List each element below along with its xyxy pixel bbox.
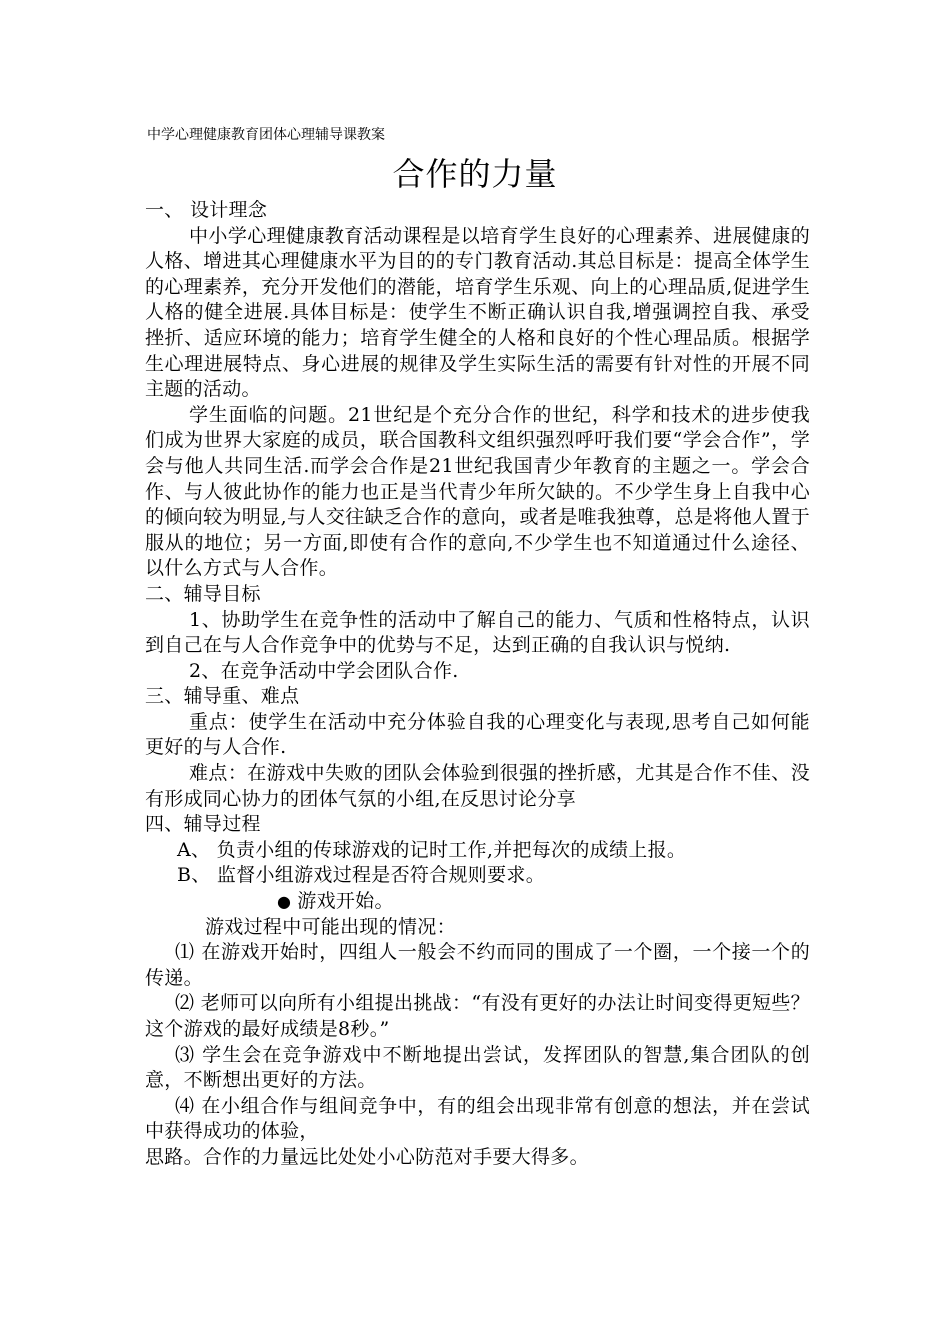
document-supertitle: 中学心理健康教育团体心理辅导课教案 bbox=[147, 127, 385, 143]
section-heading-process: 四、辅导过程 bbox=[145, 813, 261, 836]
process-situation-3: ⑶ 学生会在竞争游戏中不断地提出尝试，发挥团队的智慧,集合团队的创意，不断想出更好的方法。 bbox=[145, 1043, 810, 1092]
process-closing-line: 思路。合作的力量远比处处小心防范对手要大得多。 bbox=[145, 1145, 589, 1168]
paragraph-design-concept-1: 中小学心理健康教育活动课程是以培育学生良好的心理素养、进展健康的人格、增进其心理健康水平为目的的专门教育活动.其总目标是：提高全体学生的心理素养，充分开发他们的潜能，培育学生乐观、向上的心理品质,促进学生人格的健全进展.具体目标是：使学生不断正确认识自我,增强调控自我、承受挫折、适应环境的能力；培育学生健全的人格和良好的个性心理品质。根据学生心理进展特点、身心进展的规律及学生实际生活的需要有针对性的开展不同主题的活动。 bbox=[145, 224, 810, 401]
paragraph-goal-2: 2、在竞争活动中学会团队合作. bbox=[189, 659, 459, 682]
paragraph-key-point: 重点：使学生在活动中充分体验自我的心理变化与表现,思考自己如何能更好的与人合作. bbox=[145, 710, 810, 759]
process-situation-1: ⑴ 在游戏开始时，四组人一般会不约而同的围成了一个圈，一个接一个的传递。 bbox=[145, 941, 810, 989]
section-heading-design-concept: 一、 设计理念 bbox=[145, 199, 268, 221]
paragraph-goal-1: 1、协助学生在竞争性的活动中了解自己的能力、气质和性格特点，认识到自己在与人合作竞争中的优势与不足，达到正确的自我认识与悦纳. bbox=[145, 608, 810, 657]
section-heading-key-points: 三、辅导重、难点 bbox=[145, 685, 300, 708]
process-bullet-item bbox=[145, 889, 810, 915]
paragraph-design-concept-2: 学生面临的问题。21世纪是个充分合作的世纪，科学和技术的进步使我们成为世界大家庭的成员，联合国教科文组织强烈呼吁我们要“学会合作”，学会与他人共同生活.而学会合作是21世纪我国青少年教育的主题之一。学会合作、与人彼此协作的能力也正是当代青少年所欠缺的。不少学生身上自我中心的倾向较为明显,与人交往缺乏合作的意向，或者是唯我独尊，总是将他人置于服从的地位；另一方面,即使有合作的意向,不少学生也不知道通过什么途径、以什么方式与人合作。 bbox=[145, 403, 810, 580]
process-intro: 游戏过程中可能出现的情况： bbox=[205, 915, 456, 938]
process-situation-4: ⑷ 在小组合作与组间竞争中，有的组会出现非常有创意的想法，并在尝试中获得成功的体验， bbox=[145, 1094, 810, 1143]
bullet-text: 游戏开始。 bbox=[297, 890, 394, 913]
process-item-a: A、 负责小组的传球游戏的记时工作,并把每次的成绩上报。 bbox=[177, 838, 687, 861]
process-item-b: B、 监督小组游戏过程是否符合规则要求。 bbox=[177, 864, 546, 887]
section-heading-goals: 二、辅导目标 bbox=[145, 582, 261, 605]
document-body bbox=[145, 198, 810, 1171]
process-situation-2: ⑵ 老师可以向所有小组提出挑战：“有没有更好的办法让时间变得更短些？这个游戏的最好成绩是8秒。” bbox=[145, 992, 810, 1040]
bullet-icon: ● bbox=[277, 892, 292, 912]
document-title: 合作的力量 bbox=[392, 155, 558, 193]
paragraph-difficulty: 难点：在游戏中失败的团队会体验到很强的挫折感，尤其是合作不佳、没有形成同心协力的团体气氛的小组,在反思讨论分享 bbox=[145, 762, 810, 810]
